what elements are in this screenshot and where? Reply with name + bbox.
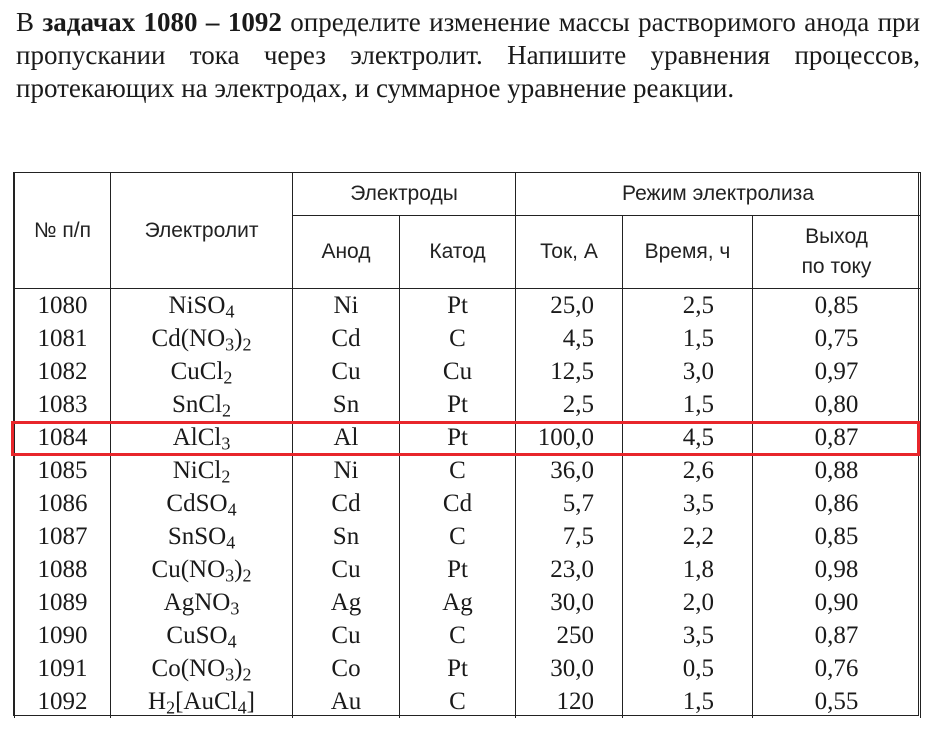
row-electrolyte: [111, 553, 293, 586]
table-row: [15, 322, 921, 355]
row-time: 0,5: [623, 652, 753, 685]
row-cathode: Pt: [400, 652, 516, 685]
row-current: 7,5: [516, 520, 623, 553]
row-electrolyte: [111, 487, 293, 520]
table-row: [15, 685, 921, 718]
formula-subscript: 3: [225, 664, 235, 685]
row-yield: 0,75: [753, 322, 921, 355]
formula-part: NiCl: [172, 457, 222, 484]
row-current: 30,0: [516, 586, 623, 619]
table-row: [15, 421, 921, 454]
row-yield: 0,98: [753, 553, 921, 586]
row-yield: 0,80: [753, 388, 921, 421]
formula-subscript: 2: [242, 565, 252, 586]
row-yield: 0,85: [753, 289, 921, 323]
row-current: 4,5: [516, 322, 623, 355]
formula-subscript: 3: [230, 598, 240, 619]
row-number: 1086: [15, 487, 111, 520]
formula-part: Cd(NO: [151, 325, 226, 352]
row-current: 120: [516, 685, 623, 718]
formula-subscript: 2: [223, 367, 233, 388]
row-time: 2,6: [623, 454, 753, 487]
row-cathode: C: [400, 685, 516, 718]
row-number: 1085: [15, 454, 111, 487]
formula-subscript: 3: [225, 334, 235, 355]
table-row: [15, 355, 921, 388]
formula-subscript: 3: [221, 433, 231, 454]
row-number: 1080: [15, 289, 111, 323]
table-row: [15, 619, 921, 652]
formula-part: AgNO: [163, 589, 231, 616]
row-cathode: Pt: [400, 388, 516, 421]
row-number: 1091: [15, 652, 111, 685]
row-cathode: Pt: [400, 553, 516, 586]
row-electrolyte: [111, 586, 293, 619]
row-anode: Au: [293, 685, 400, 718]
row-current: 5,7: [516, 487, 623, 520]
row-cathode: C: [400, 454, 516, 487]
row-time: 1,5: [623, 388, 753, 421]
header-time: Время, ч: [623, 216, 753, 289]
intro-prefix: В: [16, 7, 43, 37]
header-mode: Режим электролиза: [516, 173, 921, 216]
row-anode: Co: [293, 652, 400, 685]
row-time: 1,5: [623, 322, 753, 355]
formula-part: Cu(NO: [151, 556, 226, 583]
row-number: 1081: [15, 322, 111, 355]
row-number: 1089: [15, 586, 111, 619]
formula-part: ): [234, 556, 243, 583]
row-current: 23,0: [516, 553, 623, 586]
row-cathode: Pt: [400, 421, 516, 454]
row-yield: 0,87: [753, 421, 921, 454]
row-cathode: C: [400, 322, 516, 355]
table-row: [15, 520, 921, 553]
task-intro: [16, 6, 920, 105]
table-row: [15, 553, 921, 586]
header-yield: Выход по току: [753, 216, 921, 289]
header-cathode: Катод: [400, 216, 516, 289]
row-anode: Cu: [293, 355, 400, 388]
table-row: [15, 586, 921, 619]
formula-part: CuSO: [166, 622, 228, 649]
row-time: 1,8: [623, 553, 753, 586]
formula-subscript: 4: [237, 697, 247, 718]
table-row: [15, 652, 921, 685]
row-current: 250: [516, 619, 623, 652]
row-time: 3,5: [623, 619, 753, 652]
row-number: 1090: [15, 619, 111, 652]
formula-subscript: 3: [225, 565, 235, 586]
row-cathode: C: [400, 520, 516, 553]
formula-part: SnSO: [167, 523, 227, 550]
row-yield: 0,86: [753, 487, 921, 520]
row-yield: 0,97: [753, 355, 921, 388]
row-current: 36,0: [516, 454, 623, 487]
row-anode: Cu: [293, 619, 400, 652]
formula-part: H: [148, 688, 167, 715]
table-row: [15, 388, 921, 421]
row-current: 100,0: [516, 421, 623, 454]
row-electrolyte: [111, 421, 293, 454]
row-current: 30,0: [516, 652, 623, 685]
row-yield: 0,87: [753, 619, 921, 652]
row-cathode: Cu: [400, 355, 516, 388]
row-anode: Cd: [293, 487, 400, 520]
row-number: 1092: [15, 685, 111, 718]
intro-text: определите изменение массы растворимого анода при пропускании тока через электролит. Напишите уравнения процессов, протекающих на электродах, и суммарное уравнение реакции.: [16, 7, 920, 103]
row-anode: Ni: [293, 454, 400, 487]
row-number: 1082: [15, 355, 111, 388]
row-number: 1087: [15, 520, 111, 553]
formula-subscript: 2: [242, 664, 252, 685]
header-anode: Анод: [293, 216, 400, 289]
table-row: [15, 289, 921, 323]
row-anode: Cu: [293, 553, 400, 586]
row-electrolyte: [111, 289, 293, 323]
row-electrolyte: [111, 355, 293, 388]
formula-part: ]: [246, 688, 255, 715]
electrolysis-table: [14, 172, 921, 718]
intro-task-range: задачах 1080 – 1092: [42, 7, 282, 37]
row-electrolyte: [111, 322, 293, 355]
row-time: 2,2: [623, 520, 753, 553]
row-number: 1083: [15, 388, 111, 421]
row-time: 3,0: [623, 355, 753, 388]
row-current: 12,5: [516, 355, 623, 388]
row-anode: Sn: [293, 388, 400, 421]
row-electrolyte: [111, 454, 293, 487]
row-time: 4,5: [623, 421, 753, 454]
formula-part: SnCl: [171, 391, 223, 418]
formula-subscript: 4: [227, 499, 237, 520]
formula-part: CuCl: [170, 358, 224, 385]
header-current: Ток, А: [516, 216, 623, 289]
row-yield: 0,76: [753, 652, 921, 685]
row-yield: 0,55: [753, 685, 921, 718]
row-electrolyte: [111, 652, 293, 685]
header-electrodes: Электроды: [293, 173, 516, 216]
row-time: 1,5: [623, 685, 753, 718]
row-anode: Sn: [293, 520, 400, 553]
row-cathode: Cd: [400, 487, 516, 520]
formula-subscript: 4: [227, 631, 237, 652]
row-number: 1088: [15, 553, 111, 586]
formula-part: AlCl: [172, 424, 222, 451]
formula-part: ): [234, 655, 243, 682]
row-yield: 0,90: [753, 586, 921, 619]
formula-subscript: 2: [242, 334, 252, 355]
header-num: № п/п: [15, 173, 111, 289]
row-electrolyte: [111, 520, 293, 553]
row-cathode: Pt: [400, 289, 516, 323]
row-cathode: C: [400, 619, 516, 652]
row-cathode: Ag: [400, 586, 516, 619]
row-time: 2,5: [623, 289, 753, 323]
row-time: 2,0: [623, 586, 753, 619]
row-electrolyte: [111, 388, 293, 421]
row-number: 1084: [15, 421, 111, 454]
formula-part: NiSO: [168, 292, 226, 319]
row-current: 2,5: [516, 388, 623, 421]
table-row: [15, 454, 921, 487]
formula-subscript: 2: [166, 697, 176, 718]
row-electrolyte: [111, 619, 293, 652]
formula-part: ): [234, 325, 243, 352]
header-electrolyte: Электролит: [111, 173, 293, 289]
formula-subscript: 2: [221, 466, 231, 487]
row-anode: Ag: [293, 586, 400, 619]
row-anode: Ni: [293, 289, 400, 323]
row-anode: Al: [293, 421, 400, 454]
row-yield: 0,88: [753, 454, 921, 487]
formula-part: Co(NO: [151, 655, 226, 682]
row-time: 3,5: [623, 487, 753, 520]
row-current: 25,0: [516, 289, 623, 323]
row-electrolyte: [111, 685, 293, 718]
formula-subscript: 2: [222, 400, 232, 421]
formula-subscript: 4: [225, 301, 235, 322]
formula-part: [AuCl: [175, 688, 238, 715]
formula-subscript: 4: [226, 532, 236, 553]
formula-part: CdSO: [166, 490, 228, 517]
row-yield: 0,85: [753, 520, 921, 553]
row-anode: Cd: [293, 322, 400, 355]
table-row: [15, 487, 921, 520]
